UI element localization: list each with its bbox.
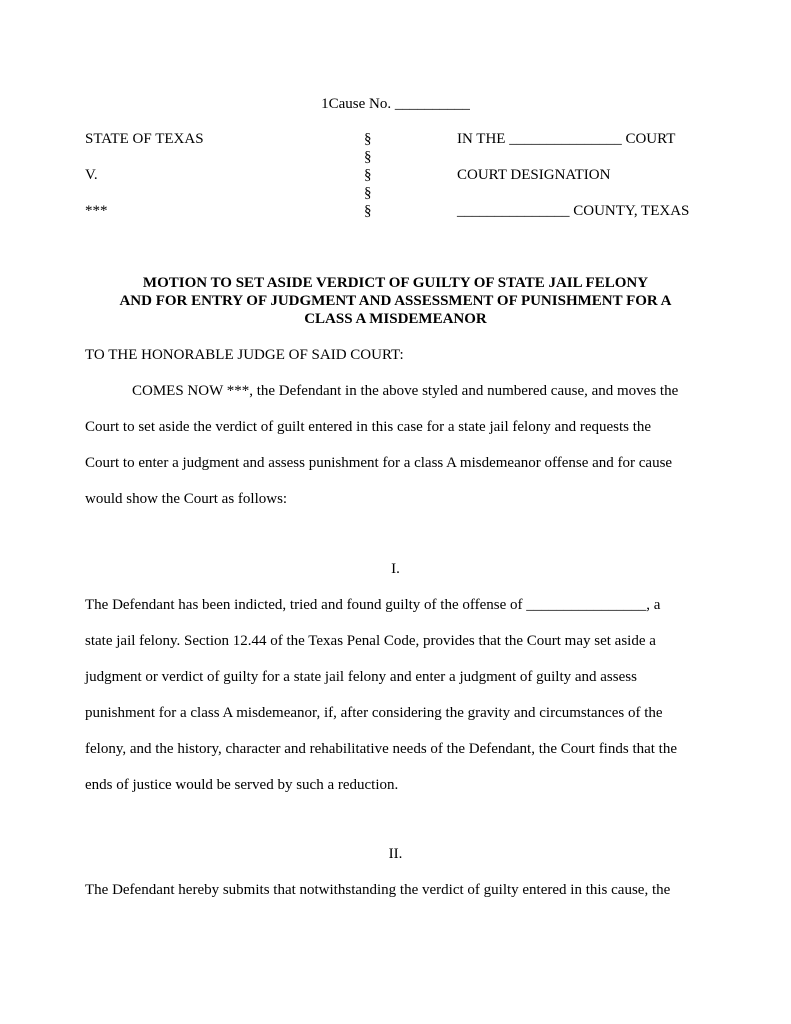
paragraph-line: The Defendant has been indicted, tried and found guilty of the offense of ________________, a [85,597,661,613]
caption-party-state: STATE OF TEXAS [85,131,204,147]
paragraph-line: felony, and the history, character and rehabilitative needs of the Defendant, the Court finds that the [85,741,678,757]
paragraph-line: punishment for a class A misdemeanor, if, after considering the gravity and circumstances of the [85,705,663,721]
paragraph-line: judgment or verdict of guilty for a state jail felony and enter a judgment of guilty and assess [85,669,637,685]
cause-number: 1Cause No. __________ [321,96,470,112]
section-heading-1: I. [391,561,400,577]
section-mark: § [364,203,372,219]
paragraph-line: Court to set aside the verdict of guilt entered in this case for a state jail felony and requests the [85,419,652,435]
caption-court: IN THE _______________ COURT [457,131,676,147]
paragraph-line: state jail felony. Section 12.44 of the Texas Penal Code, provides that the Court may set aside a [85,633,656,649]
paragraph-line: COMES NOW ***, the Defendant in the above styled and numbered cause, and moves the [132,383,679,399]
title-line: CLASS A MISDEMEANOR [304,311,487,327]
title-line: AND FOR ENTRY OF JUDGMENT AND ASSESSMENT OF PUNISHMENT FOR A [119,293,672,309]
section-mark: § [364,131,372,147]
caption-county: _______________ COUNTY, TEXAS [457,203,690,219]
paragraph-line: Court to enter a judgment and assess punishment for a class A misdemeanor offense and for cause [85,455,673,471]
paragraph-line: The Defendant hereby submits that notwithstanding the verdict of guilty entered in this cause, the [85,882,671,898]
caption-party-defendant: *** [85,203,108,219]
section-mark: § [364,149,372,165]
section-heading-2: II. [388,846,403,862]
section-mark: § [364,185,372,201]
paragraph-line: would show the Court as follows: [85,491,288,507]
paragraph-line: ends of justice would be served by such a reduction. [85,777,399,793]
caption-versus: V. [85,167,98,183]
title-line: MOTION TO SET ASIDE VERDICT OF GUILTY OF STATE JAIL FELONY [142,275,649,291]
salutation: TO THE HONORABLE JUDGE OF SAID COURT: [85,347,404,363]
caption-court-designation: COURT DESIGNATION [457,167,611,183]
section-mark: § [364,167,372,183]
